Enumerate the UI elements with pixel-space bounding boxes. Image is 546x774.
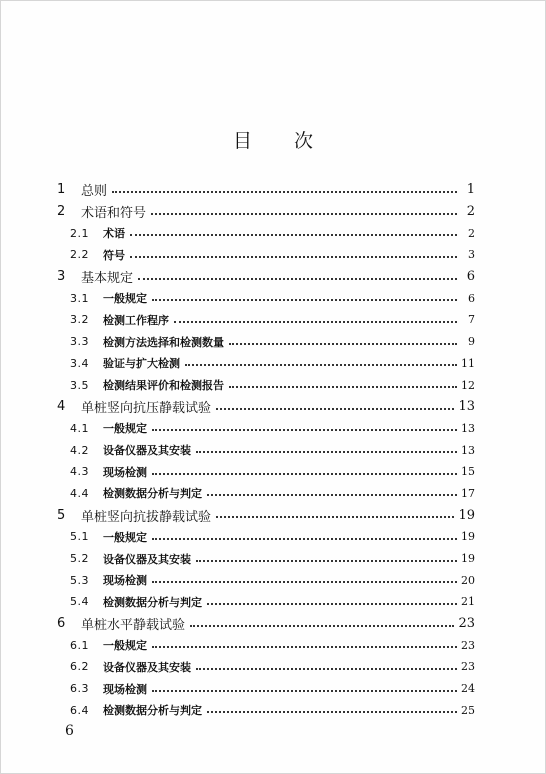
toc-entry-label: 一般规定 xyxy=(103,530,147,544)
toc-entry-page: 6 xyxy=(468,291,475,305)
toc-entry-number: 6.1 xyxy=(70,638,89,652)
toc-entry-label: 符号 xyxy=(103,248,125,262)
toc-entry-label: 单桩竖向抗拔静载试验 xyxy=(81,509,212,525)
toc-chapter-entry[interactable] xyxy=(57,179,475,201)
toc-entry-number: 5 xyxy=(57,507,66,523)
toc-entry-page: 9 xyxy=(468,335,475,349)
toc-chapter-entry[interactable] xyxy=(57,504,475,526)
toc-section-entry[interactable] xyxy=(57,700,475,722)
toc-section-entry[interactable] xyxy=(57,678,475,700)
toc-entry-label: 设备仪器及其安装 xyxy=(103,660,191,674)
toc-entry-number: 2.1 xyxy=(70,226,89,240)
toc-chapter-entry[interactable] xyxy=(57,396,475,418)
toc-chapter-entry[interactable] xyxy=(57,266,475,288)
toc-dot-leader xyxy=(152,646,457,648)
page-number: 6 xyxy=(65,723,74,739)
toc-entry-label: 总则 xyxy=(81,184,108,200)
toc-entry-label: 术语 xyxy=(103,227,125,241)
toc-entry-label: 现场检测 xyxy=(103,682,147,696)
toc-entry-number: 5.3 xyxy=(70,573,89,587)
toc-entry-label: 基本规定 xyxy=(81,271,134,287)
toc-entry-label: 检测工作程序 xyxy=(103,313,169,327)
toc-dot-leader xyxy=(130,256,457,258)
toc-section-entry[interactable] xyxy=(57,548,475,570)
toc-entry-page: 20 xyxy=(461,573,475,587)
toc-section-entry[interactable] xyxy=(57,569,475,591)
toc-section-entry[interactable] xyxy=(57,656,475,678)
toc-entry-page: 19 xyxy=(461,552,475,566)
toc-entry-page: 25 xyxy=(461,703,475,717)
toc-section-entry[interactable] xyxy=(57,244,475,266)
toc-entry-number: 3.1 xyxy=(70,291,89,305)
toc-entry-label: 一般规定 xyxy=(103,422,147,436)
toc-entry-number: 3.5 xyxy=(70,378,89,392)
toc-entry-page: 12 xyxy=(461,378,475,392)
toc-dot-leader xyxy=(216,516,454,518)
toc-entry-number: 5.1 xyxy=(70,530,89,544)
toc-entry-page: 23 xyxy=(461,638,475,652)
toc-entry-label: 检测数据分析与判定 xyxy=(103,487,202,501)
toc-entry-label: 检测结果评价和检测报告 xyxy=(103,379,224,393)
toc-dot-leader xyxy=(151,213,457,215)
toc-entry-page: 3 xyxy=(468,248,475,262)
toc-entry-label: 单桩竖向抗压静载试验 xyxy=(81,401,212,417)
toc-entry-page: 13 xyxy=(458,399,475,415)
toc-dot-leader xyxy=(130,234,457,236)
toc-entry-label: 检测数据分析与判定 xyxy=(103,704,202,718)
toc-dot-leader xyxy=(229,386,457,388)
toc-section-entry[interactable] xyxy=(57,418,475,440)
toc-dot-leader xyxy=(196,560,457,562)
toc-dot-leader xyxy=(216,408,454,410)
toc-chapter-entry[interactable] xyxy=(57,613,475,635)
toc-entry-label: 验证与扩大检测 xyxy=(103,357,180,371)
toc-dot-leader xyxy=(152,473,457,475)
toc-dot-leader xyxy=(190,625,454,627)
toc-dot-leader xyxy=(185,364,457,366)
toc-entry-page: 19 xyxy=(461,530,475,544)
toc-entry-page: 7 xyxy=(468,313,475,327)
toc-entry-number: 5.4 xyxy=(70,595,89,609)
toc-entry-label: 检测数据分析与判定 xyxy=(103,595,202,609)
toc-dot-leader xyxy=(229,343,457,345)
toc-dot-leader xyxy=(152,690,457,692)
toc-dot-leader xyxy=(207,494,457,496)
toc-entry-page: 19 xyxy=(458,507,475,523)
toc-entry-number: 6.3 xyxy=(70,682,89,696)
page-title: 目次 xyxy=(232,130,355,152)
toc-entry-page: 2 xyxy=(468,226,475,240)
toc-entry-label: 一般规定 xyxy=(103,639,147,653)
toc-section-entry[interactable] xyxy=(57,526,475,548)
toc-entry-label: 现场检测 xyxy=(103,465,147,479)
toc-entry-page: 17 xyxy=(461,486,475,500)
toc-entry-number: 2 xyxy=(57,204,66,220)
toc-section-entry[interactable] xyxy=(57,374,475,396)
toc-entry-number: 3.3 xyxy=(70,335,89,349)
toc-entry-page: 23 xyxy=(461,660,475,674)
toc-entry-page: 15 xyxy=(461,465,475,479)
toc-dot-leader xyxy=(152,429,457,431)
toc-entry-label: 术语和符号 xyxy=(81,206,147,222)
toc-entry-page: 13 xyxy=(461,443,475,457)
table-of-contents xyxy=(57,179,475,721)
toc-section-entry[interactable] xyxy=(57,591,475,613)
toc-dot-leader xyxy=(196,451,457,453)
toc-section-entry[interactable] xyxy=(57,439,475,461)
toc-dot-leader xyxy=(207,711,457,713)
toc-entry-page: 24 xyxy=(461,682,475,696)
toc-section-entry[interactable] xyxy=(57,331,475,353)
toc-section-entry[interactable] xyxy=(57,483,475,505)
toc-entry-page: 6 xyxy=(466,269,475,285)
toc-entry-page: 1 xyxy=(466,182,475,198)
toc-entry-number: 3.2 xyxy=(70,313,89,327)
toc-dot-leader xyxy=(152,538,457,540)
toc-chapter-entry[interactable] xyxy=(57,201,475,223)
toc-entry-number: 6.2 xyxy=(70,660,89,674)
toc-entry-number: 4.2 xyxy=(70,443,89,457)
toc-section-entry[interactable] xyxy=(57,634,475,656)
toc-entry-label: 设备仪器及其安装 xyxy=(103,444,191,458)
toc-dot-leader xyxy=(112,191,457,193)
toc-dot-leader xyxy=(196,668,457,670)
toc-entry-number: 3 xyxy=(57,269,66,285)
toc-entry-number: 4.3 xyxy=(70,465,89,479)
toc-dot-leader xyxy=(152,299,457,301)
toc-dot-leader xyxy=(207,603,457,605)
toc-entry-page: 21 xyxy=(461,595,475,609)
toc-dot-leader xyxy=(174,321,457,323)
toc-entry-page: 13 xyxy=(461,421,475,435)
toc-entry-number: 6 xyxy=(57,616,66,632)
toc-entry-page: 2 xyxy=(466,204,475,220)
toc-entry-number: 4.1 xyxy=(70,421,89,435)
toc-section-entry[interactable] xyxy=(57,222,475,244)
toc-entry-number: 5.2 xyxy=(70,552,89,566)
toc-entry-number: 4.4 xyxy=(70,486,89,500)
toc-entry-page: 23 xyxy=(458,616,475,632)
toc-entry-label: 单桩水平静载试验 xyxy=(81,618,186,634)
toc-entry-page: 11 xyxy=(461,356,475,370)
toc-entry-label: 现场检测 xyxy=(103,574,147,588)
toc-section-entry[interactable] xyxy=(57,287,475,309)
toc-entry-label: 检测方法选择和检测数量 xyxy=(103,335,224,349)
toc-entry-number: 1 xyxy=(57,182,66,198)
toc-entry-number: 3.4 xyxy=(70,356,89,370)
toc-section-entry[interactable] xyxy=(57,461,475,483)
toc-dot-leader xyxy=(152,581,457,583)
toc-section-entry[interactable] xyxy=(57,309,475,331)
toc-section-entry[interactable] xyxy=(57,353,475,375)
toc-entry-number: 2.2 xyxy=(70,248,89,262)
toc-entry-number: 6.4 xyxy=(70,703,89,717)
toc-entry-label: 一般规定 xyxy=(103,292,147,306)
toc-entry-label: 设备仪器及其安装 xyxy=(103,552,191,566)
toc-entry-number: 4 xyxy=(57,399,66,415)
toc-dot-leader xyxy=(138,278,457,280)
